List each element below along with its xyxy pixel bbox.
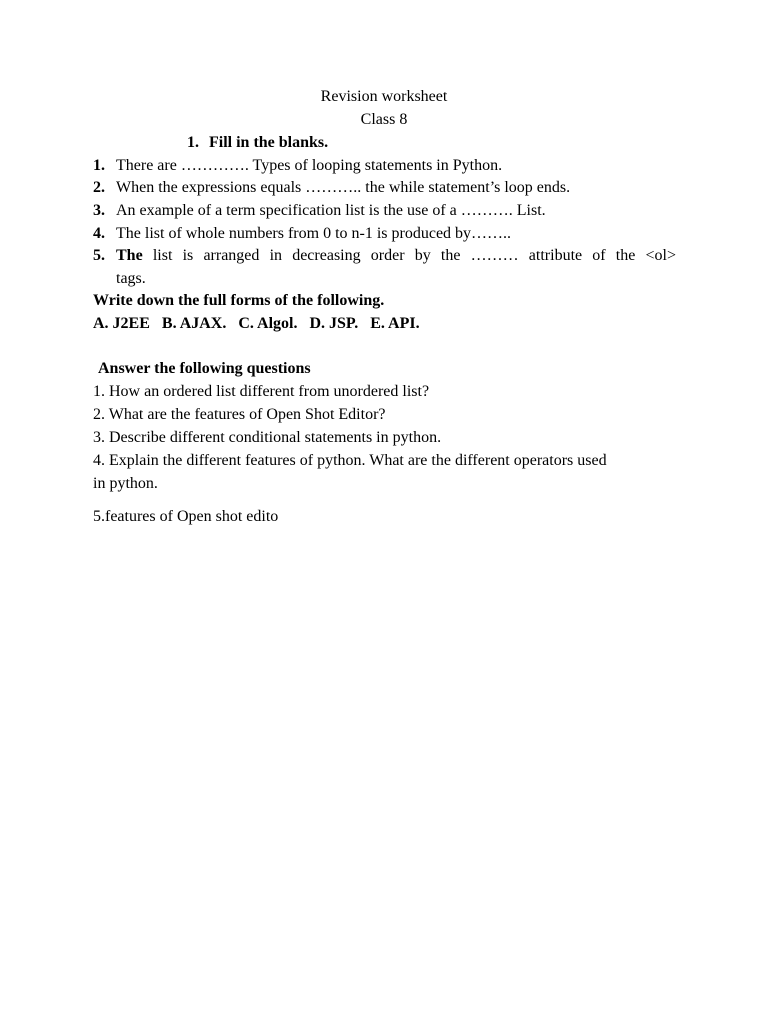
question-item-continuation: in python. — [93, 475, 158, 492]
blank-item-text: When the expressions equals ……….. the while statement’s loop ends. — [116, 179, 571, 196]
blank-item-text — [116, 246, 676, 266]
blank-item-number: 3. — [93, 202, 105, 219]
blank-item-number: 2. — [93, 179, 105, 196]
question-item: 3. Describe different conditional statements in python. — [93, 429, 442, 446]
blank-item-body: list is arranged in decreasing order by the ……… attribute of the <ol> — [152, 247, 677, 264]
blank-item-number: 4. — [93, 225, 105, 242]
class-label: Class 8 — [360, 111, 408, 128]
blank-item-text: An example of a term specification list is the use of a ………. List. — [116, 202, 546, 219]
worksheet-title: Revision worksheet — [320, 88, 448, 105]
section-number: 1. — [187, 134, 199, 151]
question-item: 5.features of Open shot edito — [93, 508, 279, 525]
question-item: 2. What are the features of Open Shot Editor? — [93, 406, 386, 423]
questions-heading: Answer the following questions — [98, 360, 311, 377]
blank-item-continuation: tags. — [116, 270, 146, 287]
full-forms-items: A. J2EE B. AJAX. C. Algol. D. JSP. E. API. — [93, 315, 420, 332]
blank-item-number: 5. — [93, 247, 105, 264]
question-item: 1. How an ordered list different from unordered list? — [93, 383, 430, 400]
blank-item-text: The list of whole numbers from 0 to n-1 is produced by…….. — [116, 225, 512, 242]
blank-item-number: 1. — [93, 157, 105, 174]
full-forms-heading: Write down the full forms of the following. — [93, 292, 385, 309]
section-heading: Fill in the blanks. — [209, 134, 329, 151]
blank-item-text: There are …………. Types of looping statements in Python. — [116, 157, 503, 174]
question-item: 4. Explain the different features of python. What are the different operators used — [93, 452, 607, 469]
blank-item-lead: The — [116, 247, 143, 264]
